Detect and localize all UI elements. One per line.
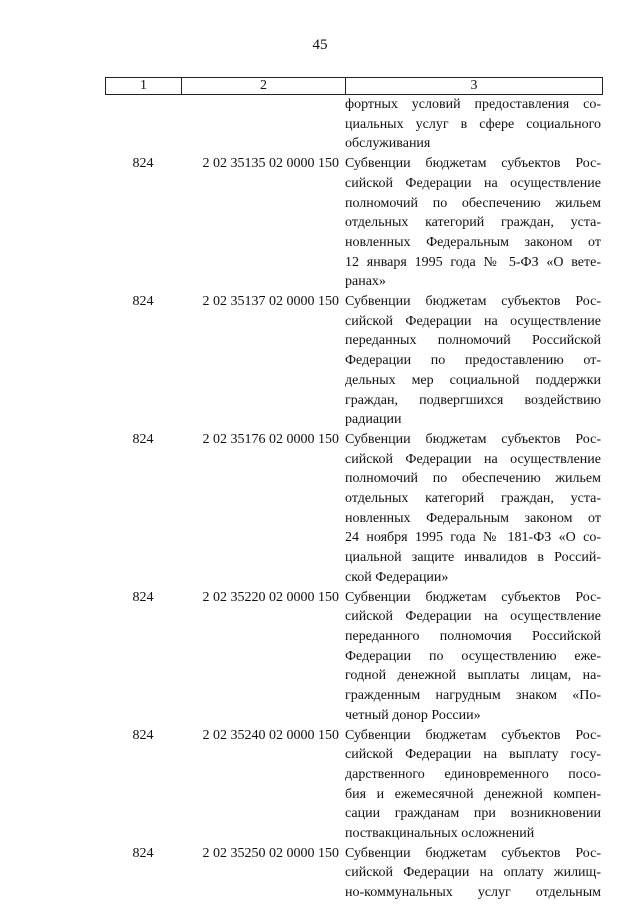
admin-code-cell: 824 — [132, 727, 154, 743]
description-line: четный донор России» — [345, 707, 481, 723]
budget-classification-code-cell: 2 02 35137 02 0000 150 — [202, 294, 339, 310]
description-cell — [345, 726, 601, 844]
description-line: но-коммунальных услуг отдельным — [345, 885, 601, 901]
description-cell — [345, 844, 601, 903]
description-line: Субвенции бюджетам субъектов Рос- — [345, 431, 601, 447]
table-header-row — [105, 77, 603, 95]
description-line: сийской Федерации на оплату жилищ- — [345, 865, 601, 881]
column-header-3: 3 — [470, 78, 478, 93]
description-line: фортных условий предоставления со- — [345, 97, 601, 112]
column-header-1: 1 — [106, 78, 182, 94]
description-line: Субвенции бюджетам субъектов Рос- — [345, 845, 601, 861]
description-cell — [345, 588, 601, 726]
table-body — [105, 95, 603, 903]
description-line: граждан, подвергшихся воздействию — [345, 392, 601, 408]
budget-classification-code-cell: 2 02 35176 02 0000 150 — [202, 431, 339, 447]
description-line: годной денежной выплаты лицам, на- — [345, 668, 601, 684]
description-line: Субвенции бюджетам субъектов Рос- — [345, 589, 601, 605]
description-cell — [345, 430, 601, 588]
description-line: сийской Федерации на осуществление — [345, 313, 601, 329]
description-cell — [345, 95, 601, 154]
description-line: радиации — [345, 412, 402, 428]
description-cell — [345, 154, 601, 292]
table-row — [105, 726, 603, 844]
description-line: Субвенции бюджетам субъектов Рос- — [345, 156, 601, 172]
budget-codes-table — [105, 77, 603, 903]
admin-code-cell: 824 — [132, 845, 154, 861]
admin-code-cell: 824 — [132, 589, 154, 605]
description-line: Субвенции бюджетам субъектов Рос- — [345, 294, 601, 310]
description-line: полномочий по обеспечению жильем — [345, 195, 601, 211]
description-line: отдельных категорий граждан, уста- — [345, 215, 601, 231]
description-line: поствакцинальных осложнений — [345, 826, 535, 842]
description-line: Федерации по осуществлению еже- — [345, 648, 601, 664]
description-line: новленных Федеральным законом от — [345, 510, 601, 526]
description-line: 12 января 1995 года № 5-ФЗ «О вете- — [345, 254, 601, 270]
description-line: переданных полномочий Российской — [345, 333, 601, 349]
description-line: дарственного единовременного посо- — [345, 766, 601, 782]
description-line: циальных услуг в сфере социального — [345, 116, 601, 132]
page-number: 45 — [312, 37, 328, 53]
description-line: сийской Федерации на осуществление — [345, 451, 601, 467]
description-line: обслуживания — [345, 136, 431, 152]
continuation-row — [105, 95, 603, 154]
description-line: бия и ежемесячной денежной компен- — [345, 786, 601, 802]
description-line: сации гражданам при возникновении — [345, 806, 601, 822]
description-line: отдельных категорий граждан, уста- — [345, 491, 601, 507]
description-line: дельных мер социальной поддержки — [345, 372, 601, 388]
description-line: Субвенции бюджетам субъектов Рос- — [345, 727, 601, 743]
description-line: ранах» — [345, 274, 386, 290]
budget-classification-code-cell: 2 02 35220 02 0000 150 — [202, 589, 339, 605]
description-line: переданного полномочия Российской — [345, 628, 601, 644]
description-line: сийской Федерации на осуществление — [345, 175, 601, 191]
description-line: гражденным нагрудным знаком «По- — [345, 688, 601, 704]
description-cell — [345, 292, 601, 430]
admin-code-cell: 824 — [132, 431, 154, 447]
table-row — [105, 588, 603, 726]
table-row — [105, 430, 603, 588]
column-header-2: 2 — [182, 78, 346, 94]
description-line: новленных Федеральным законом от — [345, 234, 601, 250]
table-row — [105, 844, 603, 903]
description-line: циальной защите инвалидов в Россий- — [345, 550, 601, 566]
admin-code-cell: 824 — [132, 294, 154, 310]
budget-classification-code-cell: 2 02 35240 02 0000 150 — [202, 727, 339, 743]
description-line: сийской Федерации на осуществление — [345, 609, 601, 625]
budget-classification-code-cell: 2 02 35135 02 0000 150 — [202, 156, 339, 172]
description-line: сийской Федерации на выплату госу- — [345, 747, 601, 763]
description-line: 24 ноября 1995 года № 181-ФЗ «О со- — [345, 530, 601, 546]
table-row — [105, 292, 603, 430]
description-line: Федерации по предоставлению от- — [345, 353, 601, 369]
admin-code-cell: 824 — [132, 156, 154, 172]
table-row — [105, 154, 603, 292]
description-line: ской Федерации» — [345, 569, 449, 585]
budget-classification-code-cell: 2 02 35250 02 0000 150 — [202, 845, 339, 861]
description-line: полномочий по обеспечению жильем — [345, 471, 601, 487]
